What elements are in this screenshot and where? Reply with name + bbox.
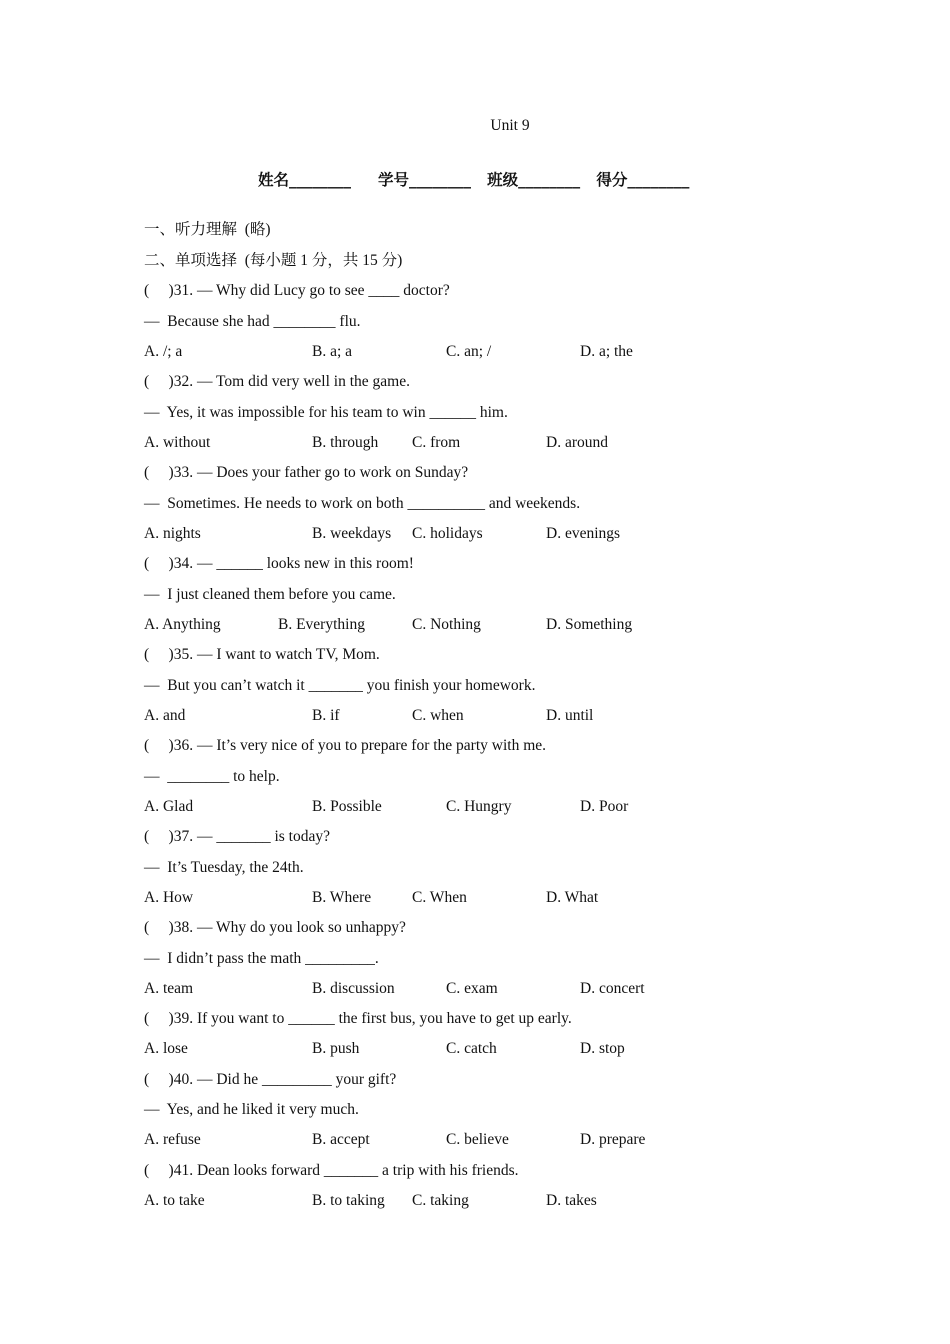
option-a: A. and: [144, 707, 186, 724]
option-c: C. Nothing: [412, 616, 481, 633]
option-a: A. How: [144, 889, 194, 906]
option-a: A. /; a: [144, 343, 183, 360]
option-c: C. when: [412, 707, 464, 724]
section-single-choice: 二、单项选择 (每小题 1 分，共 15 分): [144, 252, 403, 269]
option-b: B. to taking: [312, 1192, 385, 1209]
option-c: C. holidays: [412, 525, 483, 542]
option-b: B. through: [312, 434, 379, 451]
question-stem: ( )40. — Did he _________ your gift?: [144, 1071, 397, 1088]
option-d: D. prepare: [580, 1131, 646, 1148]
option-b: B. accept: [312, 1131, 370, 1148]
option-d: D. concert: [580, 980, 645, 997]
option-c: C. from: [412, 434, 461, 451]
option-c: C. Hungry: [446, 798, 512, 815]
option-d: D. around: [546, 434, 608, 451]
option-c: C. catch: [446, 1040, 497, 1057]
option-b: B. discussion: [312, 980, 395, 997]
question-response: — But you can’t watch it _______ you finish your homework.: [144, 677, 536, 694]
option-a: A. Anything: [144, 616, 221, 633]
option-b: B. Possible: [312, 798, 382, 815]
option-c: C. an; /: [446, 343, 492, 360]
option-b: B. push: [312, 1040, 360, 1057]
option-c: C. taking: [412, 1192, 469, 1209]
section-listening: 一、听力理解 (略): [144, 221, 271, 238]
option-b: B. weekdays: [312, 525, 392, 542]
option-d: D. Something: [546, 616, 633, 633]
question-response: — I didn’t pass the math _________.: [144, 950, 379, 967]
option-d: D. until: [546, 707, 594, 724]
option-b: B. a; a: [312, 343, 353, 360]
question-stem: ( )33. — Does your father go to work on Sunday?: [144, 464, 469, 481]
question-stem: ( )39. If you want to ______ the first bus, you have to get up early.: [144, 1010, 572, 1027]
question-stem: ( )36. — It’s very nice of you to prepare for the party with me.: [144, 737, 547, 754]
option-b: B. if: [312, 707, 340, 724]
option-d: D. Poor: [580, 798, 629, 815]
option-d: D. What: [546, 889, 599, 906]
option-a: A. team: [144, 980, 194, 997]
question-stem: ( )31. — Why did Lucy go to see ____ doctor?: [144, 282, 450, 299]
option-b: B. Where: [312, 889, 372, 906]
option-d: D. stop: [580, 1040, 625, 1057]
option-a: A. to take: [144, 1192, 205, 1209]
question-stem: ( )34. — ______ looks new in this room!: [144, 555, 414, 572]
question-response: — It’s Tuesday, the 24th.: [144, 859, 304, 876]
question-response: — Sometimes. He needs to work on both __________ and weekends.: [144, 495, 581, 512]
option-a: A. nights: [144, 525, 201, 542]
question-stem: ( )38. — Why do you look so unhappy?: [144, 919, 406, 936]
option-b: B. Everything: [278, 616, 365, 633]
option-d: D. takes: [546, 1192, 597, 1209]
option-c: C. When: [412, 889, 467, 906]
option-a: A. Glad: [144, 798, 194, 815]
question-response: — Yes, it was impossible for his team to win ______ him.: [144, 404, 508, 421]
question-response: — Yes, and he liked it very much.: [144, 1101, 359, 1118]
option-a: A. refuse: [144, 1131, 201, 1148]
question-stem: ( )32. — Tom did very well in the game.: [144, 373, 410, 390]
question-response: — I just cleaned them before you came.: [144, 586, 396, 603]
option-a: A. lose: [144, 1040, 188, 1057]
student-info-line: 姓名________ 学号________ 班级________ 得分________: [258, 171, 690, 189]
option-c: C. exam: [446, 980, 498, 997]
question-stem: ( )41. Dean looks forward _______ a trip with his friends.: [144, 1162, 519, 1179]
question-stem: ( )35. — I want to watch TV, Mom.: [144, 646, 380, 663]
page-title: Unit 9: [490, 117, 530, 134]
option-d: D. a; the: [580, 343, 633, 360]
question-response: — Because she had ________ flu.: [144, 313, 361, 330]
question-response: — ________ to help.: [144, 768, 280, 785]
question-stem: ( )37. — _______ is today?: [144, 828, 330, 845]
option-c: C. believe: [446, 1131, 509, 1148]
option-d: D. evenings: [546, 525, 621, 542]
option-a: A. without: [144, 434, 211, 451]
